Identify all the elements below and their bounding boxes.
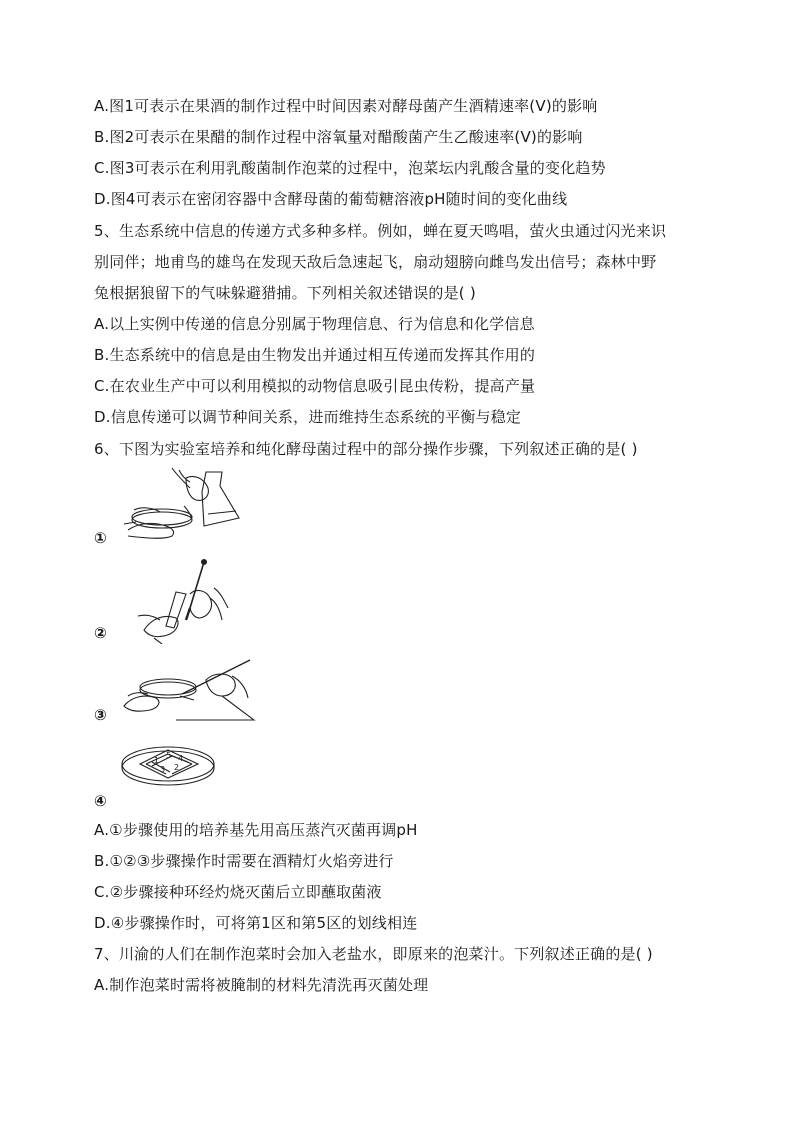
zone-label-4: 4 xyxy=(178,754,184,763)
q6-option-a: A.①步骤使用的培养基先用高压蒸汽灭菌再调pH xyxy=(94,821,418,839)
q6-option-c: C.②步骤接种环经灼烧灭菌后立即蘸取菌液 xyxy=(94,883,382,901)
q5-option-c: C.在农业生产中可以利用模拟的动物信息吸引昆虫传粉，提高产量 xyxy=(94,377,536,395)
figure-label-4: ④ xyxy=(94,792,107,810)
q5-stem-line-2: 别同伴；地甫鸟的雄鸟在发现天敌后急速起飞，扇动翅膀向雌鸟发出信号；森林中野 xyxy=(94,253,657,271)
q7-stem: 7、川渝的人们在制作泡菜时会加入老盐水，即原来的泡菜汁。下列叙述正确的是( ) xyxy=(94,945,653,963)
figure-label-1: ① xyxy=(94,529,107,547)
q6-figure-3 xyxy=(94,650,264,724)
q4-option-d: D.图4可表示在密闭容器中含酵母菌的葡萄糖溶液pH随时间的变化曲线 xyxy=(94,190,568,208)
zone-label-2: 2 xyxy=(174,763,180,772)
q4-option-c: C.图3可表示在利用乳酸菌制作泡菜的过程中，泡菜坛内乳酸含量的变化趋势 xyxy=(94,159,606,177)
spreading-plate-icon xyxy=(122,650,262,724)
streak-plate-icon xyxy=(116,736,236,794)
q6-stem: 6、下图为实验室培养和纯化酵母菌过程中的部分操作步骤，下列叙述正确的是( ) xyxy=(94,440,638,458)
q6-option-b: B.①②③步骤操作时需要在酒精灯火焰旁进行 xyxy=(94,852,394,870)
q6-option-d: D.④步骤操作时，可将第1区和第5区的划线相连 xyxy=(94,914,418,932)
inoculating-loop-tube-icon xyxy=(124,558,244,644)
figure-label-2: ② xyxy=(94,624,107,642)
q5-option-d: D.信息传递可以调节种间关系，进而维持生态系统的平衡与稳定 xyxy=(94,408,522,426)
q6-figure-2 xyxy=(94,558,244,644)
pouring-medium-icon xyxy=(124,466,244,550)
zone-label-3: 3 xyxy=(160,765,166,774)
q4-option-b: B.图2可表示在果醋的制作过程中溶氧量对醋酸菌产生乙酸速率(V)的影响 xyxy=(94,128,583,146)
zone-label-1: 1 xyxy=(154,756,160,765)
zone-label-5: 5 xyxy=(166,751,172,760)
q6-figure-4 xyxy=(94,736,244,810)
q6-figure-1 xyxy=(94,466,244,550)
q7-option-a: A.制作泡菜时需将被腌制的材料先清洗再灭菌处理 xyxy=(94,976,429,994)
q4-option-a: A.图1可表示在果酒的制作过程中时间因素对酵母菌产生酒精速率(V)的影响 xyxy=(94,97,598,115)
q5-stem-line-1: 5、生态系统中信息的传递方式多种多样。例如，蝉在夏天鸣唱，萤火虫通过闪光来识 xyxy=(94,222,667,240)
q5-stem-line-3: 兔根据狼留下的气味躲避猎捕。下列相关叙述错误的是( ) xyxy=(94,284,476,302)
q5-option-b: B.生态系统中的信息是由生物发出并通过相互传递而发挥其作用的 xyxy=(94,346,536,364)
figure-label-3: ③ xyxy=(94,706,107,724)
q5-option-a: A.以上实例中传递的信息分别属于物理信息、行为信息和化学信息 xyxy=(94,315,535,333)
